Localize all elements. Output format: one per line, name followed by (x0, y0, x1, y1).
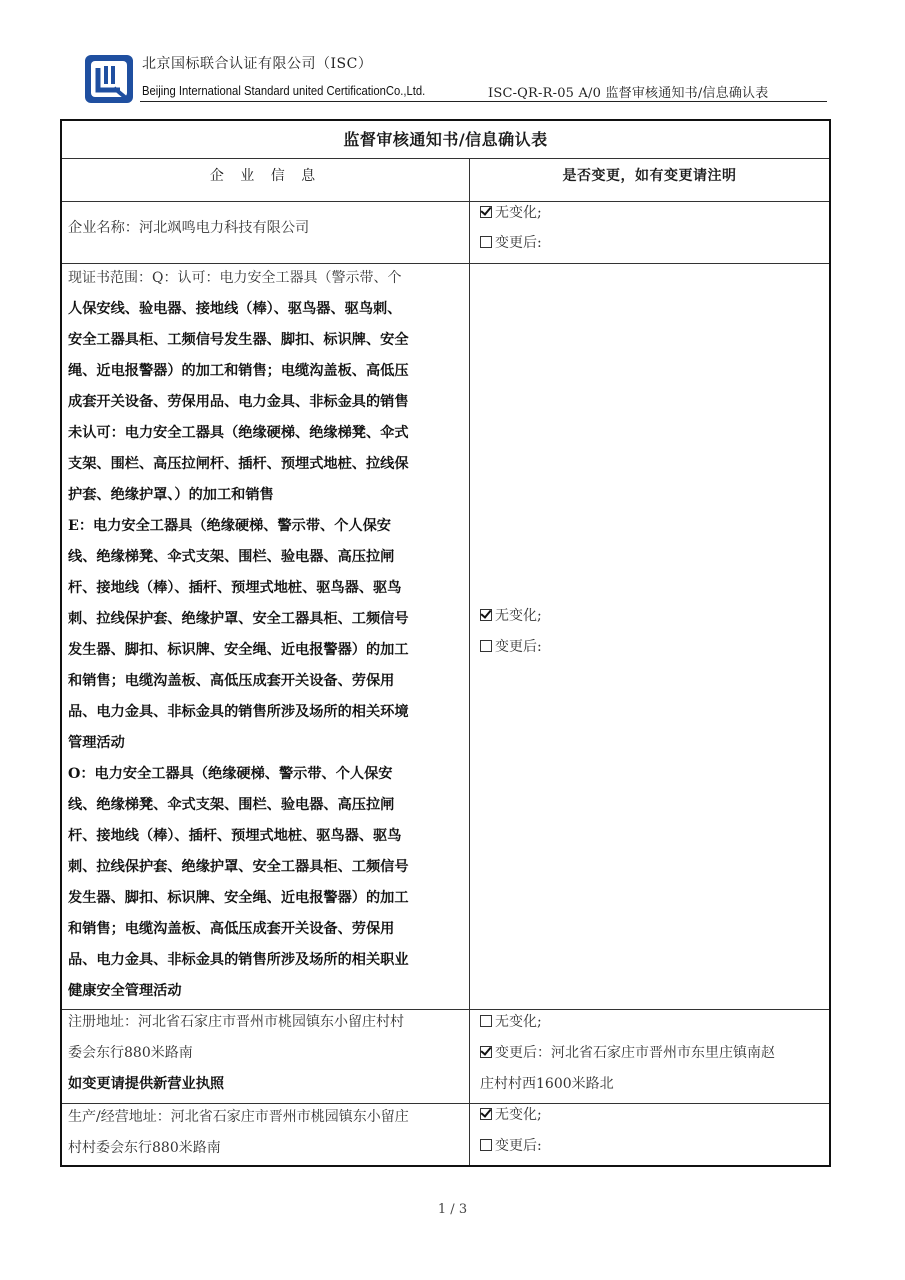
scope-line: 品、电力金具、非标金具的销售所涉及场所的相关职业 (68, 952, 409, 968)
scope-line: 绳、近电报警器）的加工和销售；电缆沟盖板、高低压 (68, 363, 409, 379)
certificate-scope (68, 263, 468, 1007)
company-name-en: Beijing International Standard united CertificationCo.,Ltd. (142, 84, 426, 98)
reg-address-new-value: 庄村村西1600米路北 (480, 1076, 614, 1092)
scope-line: 安全工器具柜、工频信号发生器、脚扣、标识牌、安全 (68, 332, 409, 348)
scope-line: 杆、接地线（棒）、插杆、预埋式地桩、驱鸟器、驱鸟 (68, 828, 402, 844)
reg-address-changed-option[interactable]: 变更后：河北省石家庄市晋州市东里庄镇南赵 (480, 1038, 775, 1069)
license-note: 如变更请提供新营业执照 (68, 1076, 225, 1092)
scope-no-change-option[interactable]: 无变化; (480, 601, 542, 632)
production-address-line: 村村委会东行880米路南 (68, 1140, 221, 1156)
checked-checkbox-icon[interactable] (480, 206, 492, 218)
scope-line: 线、绝缘梯凳、伞式支架、围栏、验电器、高压拉闸 (68, 549, 395, 565)
company-changed-option[interactable]: 变更后: (480, 228, 542, 259)
scope-line: 健康安全管理活动 (68, 983, 182, 999)
header-rule (140, 101, 827, 102)
document-code: ISC-QR-R-05 A/0 监督审核通知书/信息确认表 (488, 86, 769, 101)
scope-line: 和销售；电缆沟盖板、高低压成套开关设备、劳保用 (68, 921, 395, 937)
divider (62, 158, 829, 159)
scope-line: 线、绝缘梯凳、伞式支架、围栏、验电器、高压拉闸 (68, 797, 395, 813)
scope-line: 和销售；电缆沟盖板、高低压成套开关设备、劳保用 (68, 673, 395, 689)
prod-address-changed-option[interactable]: 变更后: (480, 1131, 542, 1162)
table-title: 监督审核通知书/信息确认表 (343, 130, 548, 149)
registered-address (68, 1007, 468, 1100)
checked-checkbox-icon[interactable] (480, 1108, 492, 1120)
page-number: 1 / 3 (437, 1202, 468, 1217)
divider (62, 201, 829, 202)
checkbox-icon[interactable] (480, 640, 492, 652)
company-no-change-option[interactable]: 无变化; (480, 198, 542, 229)
scope-line: 现证书范围：Q：认可：电力安全工器具（警示带、个 (68, 270, 402, 286)
prod-address-no-change-option[interactable]: 无变化; (480, 1100, 542, 1131)
column-divider (469, 159, 470, 1165)
scope-line: 人保安线、验电器、接地线（棒）、驱鸟器、驱鸟刺、 (68, 301, 402, 317)
reg-address-no-change-option[interactable]: 无变化; (480, 1007, 542, 1038)
checked-checkbox-icon[interactable] (480, 609, 492, 621)
checkbox-icon[interactable] (480, 1015, 492, 1027)
scope-line: 刺、拉线保护套、绝缘护罩、安全工器具柜、工频信号 (68, 859, 409, 875)
checkbox-icon[interactable] (480, 1139, 492, 1151)
registered-address-line: 委会东行880米路南 (68, 1045, 193, 1061)
scope-line: 支架、围栏、高压拉闸杆、插杆、预埋式地桩、拉线保 (68, 456, 409, 472)
scope-line: 未认可：电力安全工器具（绝缘硬梯、绝缘梯凳、伞式 (68, 425, 409, 441)
scope-line: 品、电力金具、非标金具的销售所涉及场所的相关环境 (68, 704, 409, 720)
company-name-field: 企业名称：河北飒鸣电力科技有限公司 (68, 220, 310, 236)
scope-line: O：电力安全工器具（绝缘硬梯、警示带、个人保安 (68, 766, 393, 782)
checkbox-icon[interactable] (480, 236, 492, 248)
scope-line: 护套、绝缘护罩、）的加工和销售 (68, 487, 274, 503)
scope-line: 成套开关设备、劳保用品、电力金具、非标金具的销售 (68, 394, 409, 410)
scope-line: 发生器、脚扣、标识牌、安全绳、近电报警器）的加工 (68, 890, 409, 906)
scope-changed-option[interactable]: 变更后: (480, 632, 542, 663)
company-name-cn: 北京国标联合认证有限公司（ISC） (142, 56, 373, 72)
column-header-change-status: 是否变更，如有变更请注明 (562, 168, 737, 184)
scope-line: 管理活动 (68, 735, 125, 751)
scope-line: 杆、接地线（棒）、插杆、预埋式地桩、驱鸟器、驱鸟 (68, 580, 402, 596)
scope-line: 刺、拉线保护套、绝缘护罩、安全工器具柜、工频信号 (68, 611, 409, 627)
scope-line: E：电力安全工器具（绝缘硬梯、警示带、个人保安 (68, 518, 391, 534)
info-confirmation-table (60, 119, 831, 1167)
production-address (68, 1102, 468, 1164)
column-header-company-info: 企 业 信 息 (209, 168, 322, 184)
production-address-line: 生产/经营地址：河北省石家庄市晋州市桃园镇东小留庄 (68, 1109, 409, 1125)
checked-checkbox-icon[interactable] (480, 1046, 492, 1058)
scope-line: 发生器、脚扣、标识牌、安全绳、近电报警器）的加工 (68, 642, 409, 658)
registered-address-line: 注册地址：河北省石家庄市晋州市桃园镇东小留庄村村 (68, 1014, 404, 1030)
isc-logo (84, 54, 134, 104)
